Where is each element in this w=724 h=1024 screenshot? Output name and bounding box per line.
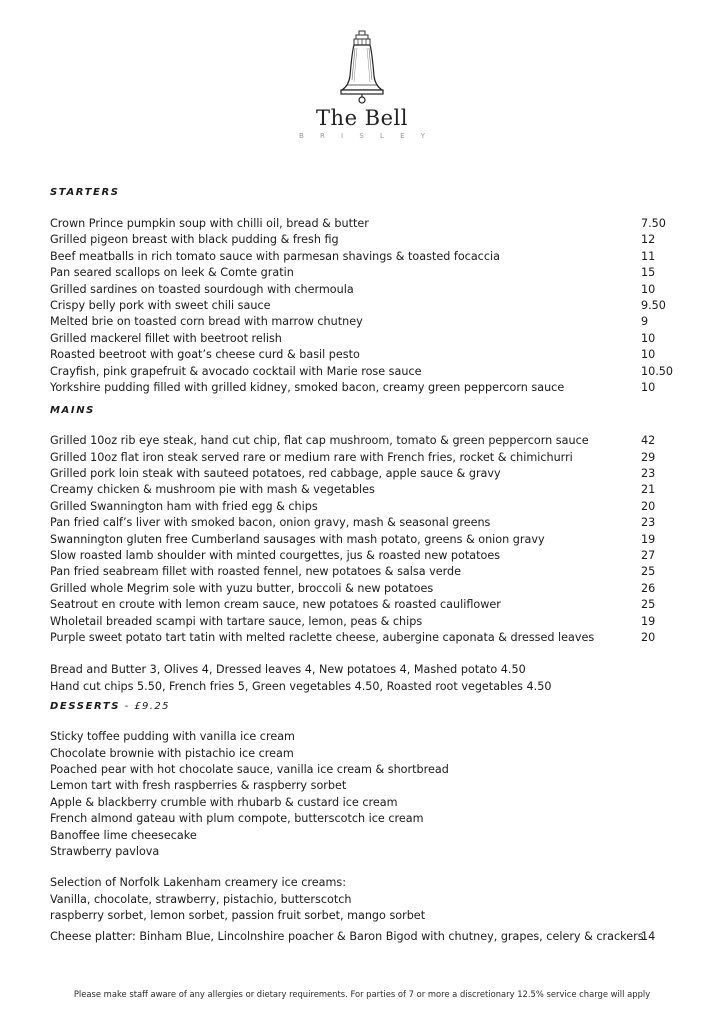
menu-item: Slow roasted lamb shoulder with minted courgettes, jus & roasted new potatoes 27 <box>50 548 690 564</box>
dessert-item: Lemon tart with fresh raspberries & raspberry sorbet <box>50 779 347 793</box>
dessert-item: Strawberry pavlova <box>50 844 160 858</box>
menu-item-price: 10 <box>641 380 656 394</box>
menu-item-price: 25 <box>641 598 656 612</box>
menu-item: Grilled Swannington ham with fried egg & chips 20 <box>50 499 690 515</box>
menu-item-price: 10 <box>641 348 656 362</box>
menu-item: Pan seared scallops on leek & Comte gratin 15 <box>50 265 690 281</box>
menu-item-price: 42 <box>641 434 656 448</box>
menu-item: Pan fried seabream fillet with roasted fennel, new potatoes & salsa verde 25 <box>50 564 690 580</box>
cheese-platter: Cheese platter: Binham Blue, Lincolnshire poacher & Baron Bigod with chutney, grapes, celery & crackers 14 <box>50 929 690 945</box>
menu-item: Grilled mackerel fillet with beetroot relish 10 <box>50 331 690 347</box>
menu-item-price: 11 <box>641 249 656 263</box>
menu-item: Crispy belly pork with sweet chili sauce 9.50 <box>50 298 690 314</box>
menu-item-price: 10.50 <box>641 364 674 378</box>
menu-item: Grilled 10oz rib eye steak, hand cut chip, flat cap mushroom, tomato & green peppercorn sauce 42 <box>50 433 690 449</box>
dessert-item: Poached pear with hot chocolate sauce, vanilla ice cream & shortbread <box>50 762 449 776</box>
menu-item: Roasted beetroot with goat’s cheese curd & basil pesto 10 <box>50 347 690 363</box>
menu-item: Grilled sardines on toasted sourdough with chermoula 10 <box>50 282 690 298</box>
menu-item-price: 9.50 <box>641 298 666 312</box>
menu-item-price: 21 <box>641 483 656 497</box>
brand-name: The Bell <box>316 106 408 130</box>
menu-item: Wholetail breaded scampi with tartare sauce, lemon, peas & chips 19 <box>50 614 690 630</box>
brand-location: B R I S L E Y <box>298 132 433 140</box>
dessert-item: Sticky toffee pudding with vanilla ice cream <box>50 730 295 744</box>
sides-line: Bread and Butter 3, Olives 4, Dressed leaves 4, New potatoes 4, Mashed potato 4.50 <box>50 663 526 677</box>
menu-item-price: 19 <box>641 532 656 546</box>
menu-item: Swannington gluten free Cumberland sausages with mash potato, greens & onion gravy 19 <box>50 532 690 548</box>
menu-item-price: 9 <box>641 315 649 329</box>
ice-cream-line: raspberry sorbet, lemon sorbet, passion fruit sorbet, mango sorbet <box>50 909 426 923</box>
menu-item: Beef meatballs in rich tomato sauce with parmesan shavings & toasted focaccia 11 <box>50 249 690 265</box>
sides-line: Hand cut chips 5.50, French fries 5, Green vegetables 4.50, Roasted root vegetables 4.50 <box>50 679 552 693</box>
ice-cream-title: Selection of Norfolk Lakenham creamery ice creams: <box>50 876 346 890</box>
menu-item: Grilled 10oz flat iron steak served rare or medium rare with French fries, rocket & chimichurri 29 <box>50 450 690 466</box>
ice-cream-line: Vanilla, chocolate, strawberry, pistachio, butterscotch <box>50 892 352 906</box>
menu-item: Melted brie on toasted corn bread with marrow chutney 9 <box>50 314 690 330</box>
desserts-list <box>50 729 690 860</box>
menu-item-price: 10 <box>641 331 656 345</box>
menu-item-price: 10 <box>641 282 656 296</box>
dessert-item: Chocolate brownie with pistachio ice cream <box>50 746 294 760</box>
menu-item-price: 20 <box>641 630 656 644</box>
menu-item: Seatrout en croute with lemon cream sauce, new potatoes & roasted cauliflower 25 <box>50 597 690 613</box>
desserts-price: - £9.25 <box>120 701 170 713</box>
menu-item: Crayfish, pink grapefruit & avocado cocktail with Marie rose sauce 10.50 <box>50 364 690 380</box>
menu-item: Yorkshire pudding filled with grilled kidney, smoked bacon, creamy green peppercorn sauce 10 <box>50 380 690 396</box>
menu-item: Crown Prince pumpkin soup with chilli oil, bread & butter 7.50 <box>50 216 690 232</box>
menu-item: Purple sweet potato tart tatin with melted raclette cheese, aubergine caponata & dressed leaves 20 <box>50 630 690 646</box>
menu-item-price: 15 <box>641 266 656 280</box>
menu-content <box>50 186 690 946</box>
menu-item-price: 25 <box>641 565 656 579</box>
menu-item-price: 27 <box>641 549 656 563</box>
desserts-heading: DESSERTS - £9.25 <box>50 701 170 713</box>
menu-item-price: 29 <box>641 450 656 464</box>
menu-item: Grilled pork loin steak with sauteed potatoes, red cabbage, apple sauce & gravy 23 <box>50 466 690 482</box>
menu-item-price: 7.50 <box>641 217 666 230</box>
menu-item-price: 19 <box>641 614 656 628</box>
ice-cream-block <box>50 875 690 924</box>
bell-icon <box>339 30 385 104</box>
menu-item-price: 23 <box>641 467 656 481</box>
dessert-item: French almond gateau with plum compote, butterscotch ice cream <box>50 812 424 826</box>
menu-item: Pan fried calf’s liver with smoked bacon, onion gravy, mash & seasonal greens 23 <box>50 515 690 531</box>
menu-item-price: 26 <box>641 581 656 595</box>
menu-item: Creamy chicken & mushroom pie with mash & vegetables 21 <box>50 482 690 498</box>
starters-heading: STARTERS <box>50 187 120 198</box>
menu-item: Grilled whole Megrim sole with yuzu butter, broccoli & new potatoes 26 <box>50 581 690 597</box>
footer-note: Please make staff aware of any allergies or dietary requirements. For parties of 7 or more a discretionary 12.5% service charge will apply <box>73 989 651 999</box>
logo <box>0 30 724 140</box>
menu-item-price: 20 <box>641 499 656 513</box>
mains-list <box>50 433 690 646</box>
menu-item: Grilled pigeon breast with black pudding & fresh fig 12 <box>50 232 690 248</box>
dessert-item: Banoffee lime cheesecake <box>50 828 197 842</box>
sides-block <box>50 662 690 695</box>
starters-list <box>50 216 690 396</box>
menu-item-price: 23 <box>641 516 656 530</box>
dessert-item: Apple & blackberry crumble with rhubarb & custard ice cream <box>50 795 398 809</box>
cheese-platter-price: 14 <box>641 930 656 944</box>
mains-heading: MAINS <box>50 405 95 417</box>
menu-item-price: 12 <box>641 233 656 247</box>
